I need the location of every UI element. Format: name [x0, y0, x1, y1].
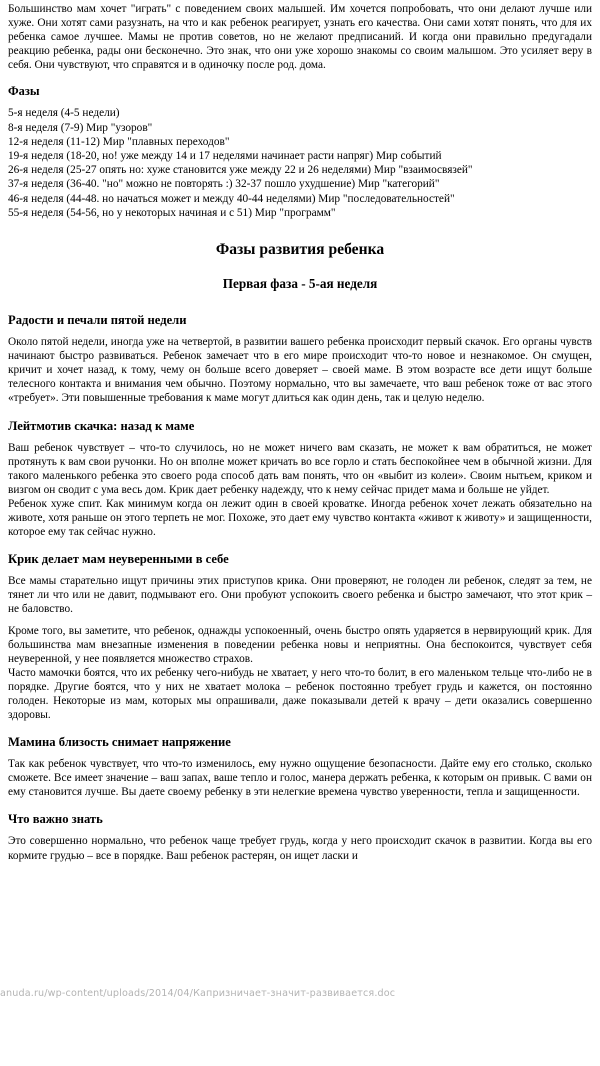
spacer — [8, 799, 592, 811]
page-subtitle: Первая фаза - 5-ая неделя — [222, 276, 378, 292]
section-heading-1: Радости и печали пятой недели — [8, 313, 187, 328]
spacer — [8, 292, 592, 312]
spacer — [8, 434, 592, 441]
section-heading-3: Крик делает мам неуверенными в себе — [8, 552, 229, 567]
spacer — [8, 827, 592, 834]
spacer — [8, 220, 592, 240]
spacer — [8, 72, 592, 84]
spacer — [8, 259, 592, 275]
document-body — [8, 0, 592, 863]
section-paragraph: Все мамы старательно ищут причины этих приступов крика. Они проверяют, не голоден ли ребенок, следят за тем, не тянет ли что или не давит, подмывают его. Они пробуют успокоить своего ребенка и быстро замечают, что этот крик – не баловство. — [8, 575, 592, 616]
spacer — [8, 328, 592, 335]
section-paragraph: Так как ребенок чувствует, что что-то изменилось, ему нужно ощущение безопасности. Дайте ему его столько, сколько сможете. Все имеет значение – ваш запах, ваше тепло и голос, манера держать ребенка, к которым он привык. С вами он ему становится лучше. Вы даете своему ребенку в эти нелегкие времена чувство уверенности, тепла и защищенности. — [8, 758, 592, 799]
section-paragraph: Около пятой недели, иногда уже на четвертой, в развитии вашего ребенка происходит первый скачок. Его органы чувств начинают быстро развиваться. Ребенок замечает что в его мире происходит что-то новое и незнакомое. Он смущен, кричит и хочет назад, к тому, чему он больше всего доверяет – своей маме. В этом возрасте все дети ищут больше телесного контакта и внимания чем обычно. Поэтому нормально, что вы замечаете, что ваш ребенок тоже от вас этого «требует». Эти повышенные требования к маме могут длиться как один день, так и целую неделю. — [8, 336, 592, 405]
spacer — [8, 722, 592, 734]
list-item: 55-я неделя (54-56, но у некоторых начиная и с 51) Мир "программ" — [8, 206, 336, 219]
intro-paragraph: Большинство мам хочет "играть" с поведением своих малышей. Им хочется попробовать, что они делают лучше или хуже. Они хотят сами разузнать, на что и как ребенок реагирует, узнать его качества. Они сами хотят понять, что для их ребенка самое лучшее. Мамы не против советов, но не желают предписаний. И когда они правильно предугадали реакцию ребенка, рады они бесконечно. Это знак, что они уже хорошо знакомы со своим малышом. Это усиляет веру в себя. Они чувствуют, что справятся и в одиночку после род. дома. — [8, 3, 592, 72]
source-file-url: anuda.ru/wp-content/uploads/2014/04/Капризничает-значит-развивается.doc — [0, 988, 396, 999]
list-item: 26-я неделя (25-27 опять но: хуже становится уже между 22 и 26 неделями) Мир "взаимосвязей" — [8, 164, 473, 177]
section-heading-5: Что важно знать — [8, 812, 103, 827]
section-heading-2: Лейтмотив скачка: назад к маме — [8, 418, 195, 433]
spacer — [8, 406, 592, 418]
phases-list — [8, 106, 592, 220]
spacer — [8, 750, 592, 757]
section-paragraph: Ребенок хуже спит. Как минимум когда он лежит один в своей кроватке. Иногда ребенок хочет лежать обязательно на животе, хотя раньше он этого терпеть не мог. Похоже, это дает ему чувство контакта «живот к животу» и защищенности, которое ему так сейчас нужно. — [8, 497, 592, 539]
list-item: 46-я неделя (44-48. но начаться может и между 40-44 неделями) Мир "последовательностей" — [8, 192, 455, 205]
list-item: 12-я неделя (11-12) Мир "плавных переходов" — [8, 135, 230, 148]
spacer — [8, 99, 592, 106]
section-paragraph: Это совершенно нормально, что ребенок чаще требует грудь, когда у него происходит скачок в развитии. Когда вы его кормите грудью – все в порядке. Ваш ребенок растерян, он ищет ласки и — [8, 835, 592, 862]
list-item: 5-я неделя (4-5 недели) — [8, 107, 120, 120]
spacer — [8, 617, 592, 624]
section-paragraph: Ваш ребенок чувствует – что-то случилось, но не может ничего вам сказать, не может к вам обратиться, не может протянуть к вам свои ручонки. Но он вполне может кричать во все горло и стать беспокойнее чем в обычной жизни. Для такого маленького ребенка это своего рода способ дать вам понять, что он «выбит из колеи». Своим нытьем, криком и визгом он сводит с ума весь дом. Крик дает ребенку надежду, что к нему сейчас придет мама и больше не уйдет. — [8, 441, 592, 496]
list-item: 37-я неделя (36-40. "но" можно не повторять :) 32-37 пошло ухудшение) Мир "категорий" — [8, 178, 440, 191]
phases-heading: Фазы — [8, 84, 40, 99]
spacer — [8, 539, 592, 551]
spacer — [8, 567, 592, 574]
list-item: 19-я неделя (18-20, но! уже между 14 и 17 неделями начинает расти напряг) Мир событий — [8, 150, 442, 163]
page-title: Фазы развития ребенка — [215, 241, 385, 259]
section-heading-4: Мамина близость снимает напряжение — [8, 735, 231, 750]
section-paragraph: Кроме того, вы заметите, что ребенок, однажды успокоенный, очень быстро опять ударяется в нервирующий крик. Для большинства мам внезапные изменения в поведении ребенка новы и неприятны. Она беспокоится, чувствует себя неуверенной, у нее появляется множество страхов. — [8, 624, 592, 665]
section-paragraph: Часто мамочки боятся, что их ребенку чего-нибудь не хватает, у него что-то болит, в его маленьком тельце что-либо не в порядке. Другие боятся, что у них не хватает молока – ребенок постоянно требует грудь и кажется, он постоянно голоден. Некоторые из мам, которых мы опрашивали, даже показывали детей к врачу – дети оказались совершенно здоровы. — [8, 666, 592, 722]
list-item: 8-я неделя (7-9) Мир "узоров" — [8, 121, 153, 134]
